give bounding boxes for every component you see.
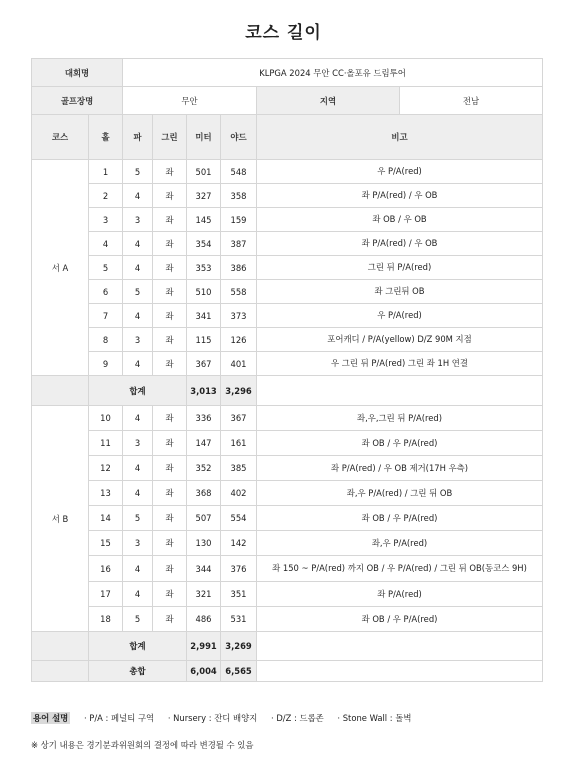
course-info-row (32, 87, 543, 115)
hole-row (32, 531, 543, 556)
yard-value: 554 (221, 506, 257, 531)
header-hole: 홀 (89, 115, 123, 160)
golf-course-label: 골프장명 (32, 87, 123, 115)
region-value: 전남 (400, 87, 543, 115)
hole-note (257, 556, 543, 582)
subtotal-row-a (32, 376, 543, 406)
hole-note (257, 280, 543, 304)
hole-number: 10 (89, 406, 123, 431)
hole-note-text: 그린 뒤 P/A(red) (367, 262, 432, 272)
hole-row (32, 582, 543, 607)
meter-value: 145 (187, 208, 221, 232)
green-side: 좌 (153, 431, 187, 456)
hole-note-text: 좌,우,그린 뒤 P/A(red) (357, 412, 442, 423)
legend-item: · Stone Wall : 돌벽 (337, 713, 412, 723)
meter-value: 486 (187, 607, 221, 632)
hole-note (257, 456, 543, 481)
meter-value: 352 (187, 456, 221, 481)
header-green: 그린 (153, 115, 187, 160)
header-par: 파 (123, 115, 153, 160)
yard-value: 548 (221, 160, 257, 184)
hole-note-text: 우 P/A(red) (377, 310, 422, 320)
hole-number: 17 (89, 582, 123, 607)
hole-note-text: 좌 P/A(red) (377, 588, 422, 599)
yard-value: 386 (221, 256, 257, 280)
hole-note (257, 352, 543, 376)
hole-note (257, 184, 543, 208)
yard-value: 385 (221, 456, 257, 481)
par-value: 4 (123, 556, 153, 582)
hole-number: 14 (89, 506, 123, 531)
subtotal-meter: 2,991 (187, 632, 221, 661)
hole-note-text: 좌 P/A(red) / 우 OB (361, 190, 438, 200)
course-b-section (32, 406, 543, 632)
green-side: 좌 (153, 328, 187, 352)
par-value: 4 (123, 456, 153, 481)
par-value: 4 (123, 406, 153, 431)
hole-note (257, 481, 543, 506)
hole-number: 4 (89, 232, 123, 256)
hole-number: 8 (89, 328, 123, 352)
par-value: 4 (123, 232, 153, 256)
hole-note (257, 208, 543, 232)
green-side: 좌 (153, 556, 187, 582)
green-side: 좌 (153, 607, 187, 632)
header-note: 비고 (257, 115, 543, 160)
par-value: 5 (123, 607, 153, 632)
course-length-table (31, 58, 543, 682)
legend-item: · D/Z : 드롭존 (271, 713, 324, 723)
subtotal-label: 합계 (89, 632, 187, 661)
course-a-section (32, 160, 543, 376)
legend-item: · P/A : 페널티 구역 (83, 713, 155, 723)
header-yard: 야드 (221, 115, 257, 160)
header-course: 코스 (32, 115, 89, 160)
hole-note-text: 좌 OB / 우 OB (372, 214, 427, 224)
yard-value: 401 (221, 352, 257, 376)
yard-value: 358 (221, 184, 257, 208)
hole-note-text: 우 P/A(red) (377, 166, 422, 176)
hole-number: 7 (89, 304, 123, 328)
hole-note (257, 506, 543, 531)
par-value: 3 (123, 328, 153, 352)
green-side: 좌 (153, 184, 187, 208)
subtotal-row-b (32, 632, 543, 661)
tournament-value: KLPGA 2024 무안 CC·올포유 드림투어 (123, 59, 543, 87)
hole-number: 2 (89, 184, 123, 208)
legend-label: 용어 설명 (33, 713, 69, 723)
yard-value: 161 (221, 431, 257, 456)
hole-note (257, 328, 543, 352)
page-title: 코스 길이 (245, 23, 322, 43)
meter-value: 510 (187, 280, 221, 304)
par-value: 3 (123, 431, 153, 456)
yard-value: 531 (221, 607, 257, 632)
hole-row (32, 160, 543, 184)
hole-row (32, 352, 543, 376)
meter-value: 336 (187, 406, 221, 431)
par-value: 4 (123, 256, 153, 280)
hole-note (257, 232, 543, 256)
hole-note (257, 406, 543, 431)
tournament-row (32, 59, 543, 87)
par-value: 5 (123, 506, 153, 531)
yard-value: 159 (221, 208, 257, 232)
header-meter: 미터 (187, 115, 221, 160)
hole-note (257, 256, 543, 280)
legend-item: · Nursery : 잔디 배양지 (167, 713, 258, 723)
yard-value: 142 (221, 531, 257, 556)
hole-note (257, 582, 543, 607)
hole-number: 15 (89, 531, 123, 556)
region-label: 지역 (257, 87, 400, 115)
hole-row (32, 232, 543, 256)
golf-course-value: 무안 (123, 87, 257, 115)
hole-note (257, 607, 543, 632)
hole-number: 11 (89, 431, 123, 456)
hole-note-text: 좌,우 P/A(red) / 그린 뒤 OB (346, 487, 453, 498)
yard-value: 367 (221, 406, 257, 431)
yard-value: 373 (221, 304, 257, 328)
hole-row (32, 556, 543, 582)
hole-row (32, 208, 543, 232)
hole-row (32, 506, 543, 531)
hole-row (32, 406, 543, 431)
hole-note (257, 531, 543, 556)
subtotal-yard: 3,269 (221, 632, 257, 661)
par-value: 3 (123, 208, 153, 232)
hole-number: 12 (89, 456, 123, 481)
hole-note-text: 좌 그린뒤 OB (374, 286, 425, 296)
hole-row (32, 431, 543, 456)
terminology-legend (31, 712, 411, 724)
meter-value: 501 (187, 160, 221, 184)
hole-row (32, 304, 543, 328)
hole-note-text: 좌 OB / 우 P/A(red) (361, 437, 438, 448)
meter-value: 367 (187, 352, 221, 376)
meter-value: 321 (187, 582, 221, 607)
green-side: 좌 (153, 208, 187, 232)
green-side: 좌 (153, 481, 187, 506)
green-side: 좌 (153, 232, 187, 256)
hole-note-text: 좌 150 ~ P/A(red) 까지 OB / 우 P/A(red) / 그린 뒤 OB(동코스 9H) (272, 563, 527, 573)
hole-note-text: 포어캐디 / P/A(yellow) D/Z 90M 지점 (327, 334, 472, 344)
meter-value: 147 (187, 431, 221, 456)
meter-value: 327 (187, 184, 221, 208)
course-name: 서 A (32, 160, 89, 376)
hole-row (32, 456, 543, 481)
hole-note-text: 좌,우 P/A(red) (371, 537, 428, 548)
green-side: 좌 (153, 280, 187, 304)
total-meter: 6,004 (187, 661, 221, 682)
total-label: 총합 (89, 661, 187, 682)
par-value: 4 (123, 352, 153, 376)
yard-value: 376 (221, 556, 257, 582)
yard-value: 402 (221, 481, 257, 506)
green-side: 좌 (153, 582, 187, 607)
meter-value: 344 (187, 556, 221, 582)
hole-note (257, 160, 543, 184)
meter-value: 368 (187, 481, 221, 506)
hole-number: 16 (89, 556, 123, 582)
yard-value: 558 (221, 280, 257, 304)
hole-number: 5 (89, 256, 123, 280)
hole-note (257, 304, 543, 328)
course-name: 서 B (32, 406, 89, 632)
hole-note-text: 우 그린 뒤 P/A(red) 그린 좌 1H 연결 (331, 358, 468, 368)
header-row (32, 115, 543, 160)
hole-number: 3 (89, 208, 123, 232)
hole-row (32, 256, 543, 280)
hole-note-text: 좌 P/A(red) / 우 OB 제거(17H 우측) (330, 462, 469, 473)
meter-value: 353 (187, 256, 221, 280)
yard-value: 351 (221, 582, 257, 607)
green-side: 좌 (153, 531, 187, 556)
hole-number: 18 (89, 607, 123, 632)
hole-number: 9 (89, 352, 123, 376)
par-value: 5 (123, 280, 153, 304)
hole-number: 1 (89, 160, 123, 184)
hole-note-text: 좌 OB / 우 P/A(red) (361, 613, 438, 624)
hole-row (32, 481, 543, 506)
meter-value: 130 (187, 531, 221, 556)
subtotal-meter: 3,013 (187, 376, 221, 406)
hole-number: 13 (89, 481, 123, 506)
meter-value: 341 (187, 304, 221, 328)
hole-note-text: 좌 P/A(red) / 우 OB (361, 238, 438, 248)
par-value: 4 (123, 481, 153, 506)
green-side: 좌 (153, 256, 187, 280)
hole-note-text: 좌 OB / 우 P/A(red) (361, 512, 438, 523)
green-side: 좌 (153, 506, 187, 531)
yard-value: 387 (221, 232, 257, 256)
green-side: 좌 (153, 352, 187, 376)
total-yard: 6,565 (221, 661, 257, 682)
par-value: 4 (123, 304, 153, 328)
par-value: 4 (123, 184, 153, 208)
hole-number: 6 (89, 280, 123, 304)
yard-value: 126 (221, 328, 257, 352)
par-value: 5 (123, 160, 153, 184)
meter-value: 507 (187, 506, 221, 531)
hole-row (32, 328, 543, 352)
footnote: ※ 상기 내용은 경기분과위원회의 결정에 따라 변경될 수 있음 (31, 740, 254, 750)
subtotal-label: 합계 (89, 376, 187, 406)
par-value: 4 (123, 582, 153, 607)
hole-row (32, 184, 543, 208)
par-value: 3 (123, 531, 153, 556)
green-side: 좌 (153, 304, 187, 328)
hole-note (257, 431, 543, 456)
green-side: 좌 (153, 456, 187, 481)
hole-row (32, 280, 543, 304)
meter-value: 115 (187, 328, 221, 352)
hole-row (32, 607, 543, 632)
subtotal-yard: 3,296 (221, 376, 257, 406)
green-side: 좌 (153, 160, 187, 184)
green-side: 좌 (153, 406, 187, 431)
total-row (32, 661, 543, 682)
tournament-label: 대회명 (32, 59, 123, 87)
meter-value: 354 (187, 232, 221, 256)
